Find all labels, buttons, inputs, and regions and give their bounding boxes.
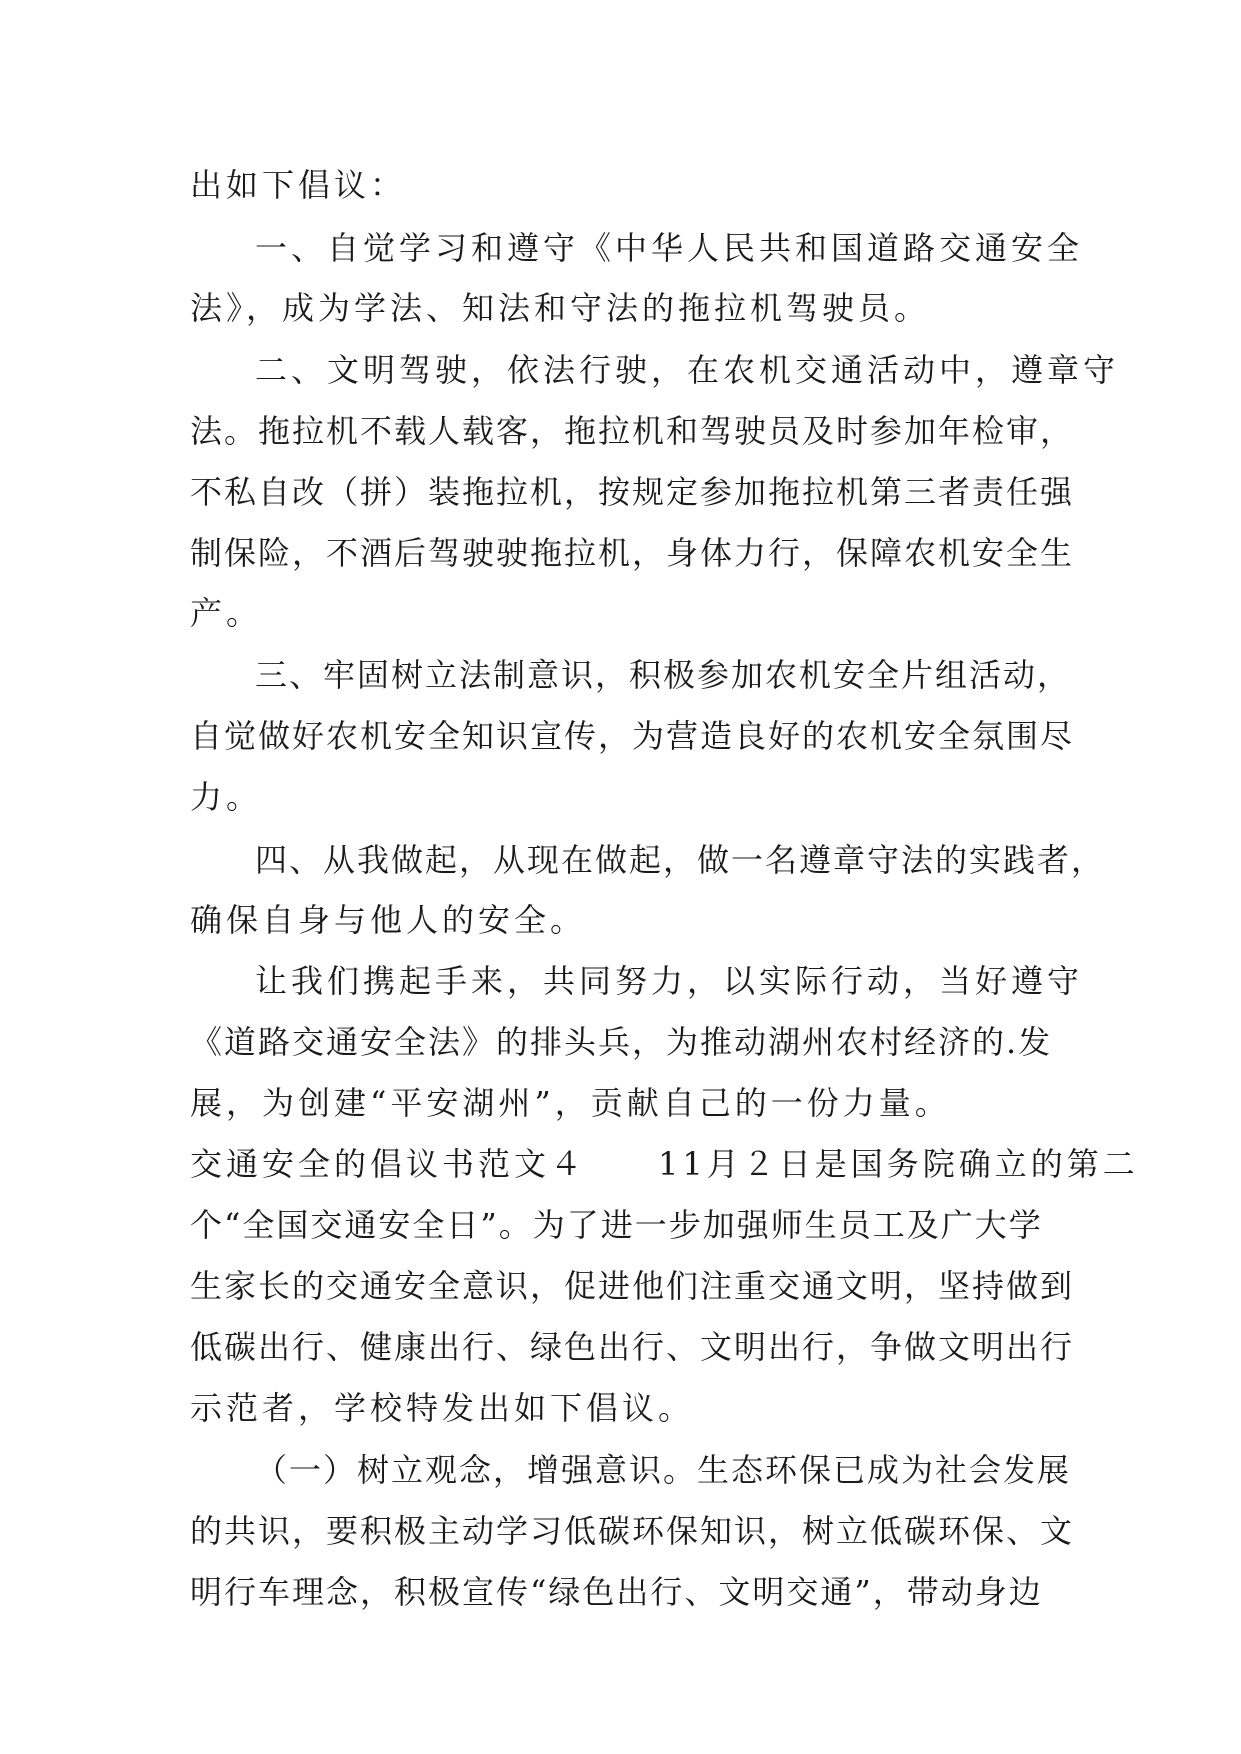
text-line: 示范者，学校特发出如下倡议。 xyxy=(190,1389,695,1427)
text-line: 让我们携起手来，共同努力，以实际行动，当好遵守 xyxy=(255,962,1084,1000)
text-line: 个“全国交通安全日”。为了进一步加强师生员工及广大学 xyxy=(190,1206,1043,1244)
text-line: 确保自身与他人的安全。 xyxy=(190,901,587,939)
text-line: 法》，成为学法、知法和守法的拖拉机驾驶员。 xyxy=(190,289,931,327)
text-line: （一）树立观念，增强意识。生态环保已成为社会发展 xyxy=(255,1451,1072,1489)
text-line: 《道路交通安全法》的排头兵，为推动湖州农村经济的.发 xyxy=(190,1023,1053,1061)
text-line: 三、牢固树立法制意识，积极参加农机安全片组活动， xyxy=(255,656,1072,694)
text-line: 二、文明驾驶，依法行驶，在农机交通活动中，遵章守 xyxy=(255,351,1120,389)
text-line: 交通安全的倡议书范文４ 11月２日是国务院确立的第二 xyxy=(190,1145,1139,1183)
text-line: 出如下倡议： xyxy=(190,166,407,204)
text-line: 力。 xyxy=(190,778,263,816)
text-line: 不私自改（拼）装拖拉机，按规定参加拖拉机第三者责任强 xyxy=(190,473,1075,511)
text-line: 明行车理念，积极宣传“绿色出行、文明交通”，带动身边 xyxy=(190,1573,1043,1611)
text-line: 展，为创建“平安湖州”，贡献自己的一份力量。 xyxy=(190,1084,951,1122)
text-line: 制保险，不酒后驾驶驶拖拉机，身体力行，保障农机安全生 xyxy=(190,534,1075,572)
text-line: 一、自觉学习和遵守《中华人民共和国道路交通安全 xyxy=(255,229,1084,267)
text-line: 产。 xyxy=(190,594,263,632)
text-line: 低碳出行、健康出行、绿色出行、文明出行，争做文明出行 xyxy=(190,1328,1075,1366)
text-line: 生家长的交通安全意识，促进他们注重交通文明，坚持做到 xyxy=(190,1267,1075,1305)
text-line: 法。拖拉机不载人载客，拖拉机和驾驶员及时参加年检审， xyxy=(190,412,1075,450)
text-line: 的共识，要积极主动学习低碳环保知识，树立低碳环保、文 xyxy=(190,1512,1075,1550)
text-line: 自觉做好农机安全知识宣传，为营造良好的农机安全氛围尽 xyxy=(190,717,1075,755)
text-line: 四、从我做起，从现在做起，做一名遵章守法的实践者， xyxy=(255,841,1106,879)
